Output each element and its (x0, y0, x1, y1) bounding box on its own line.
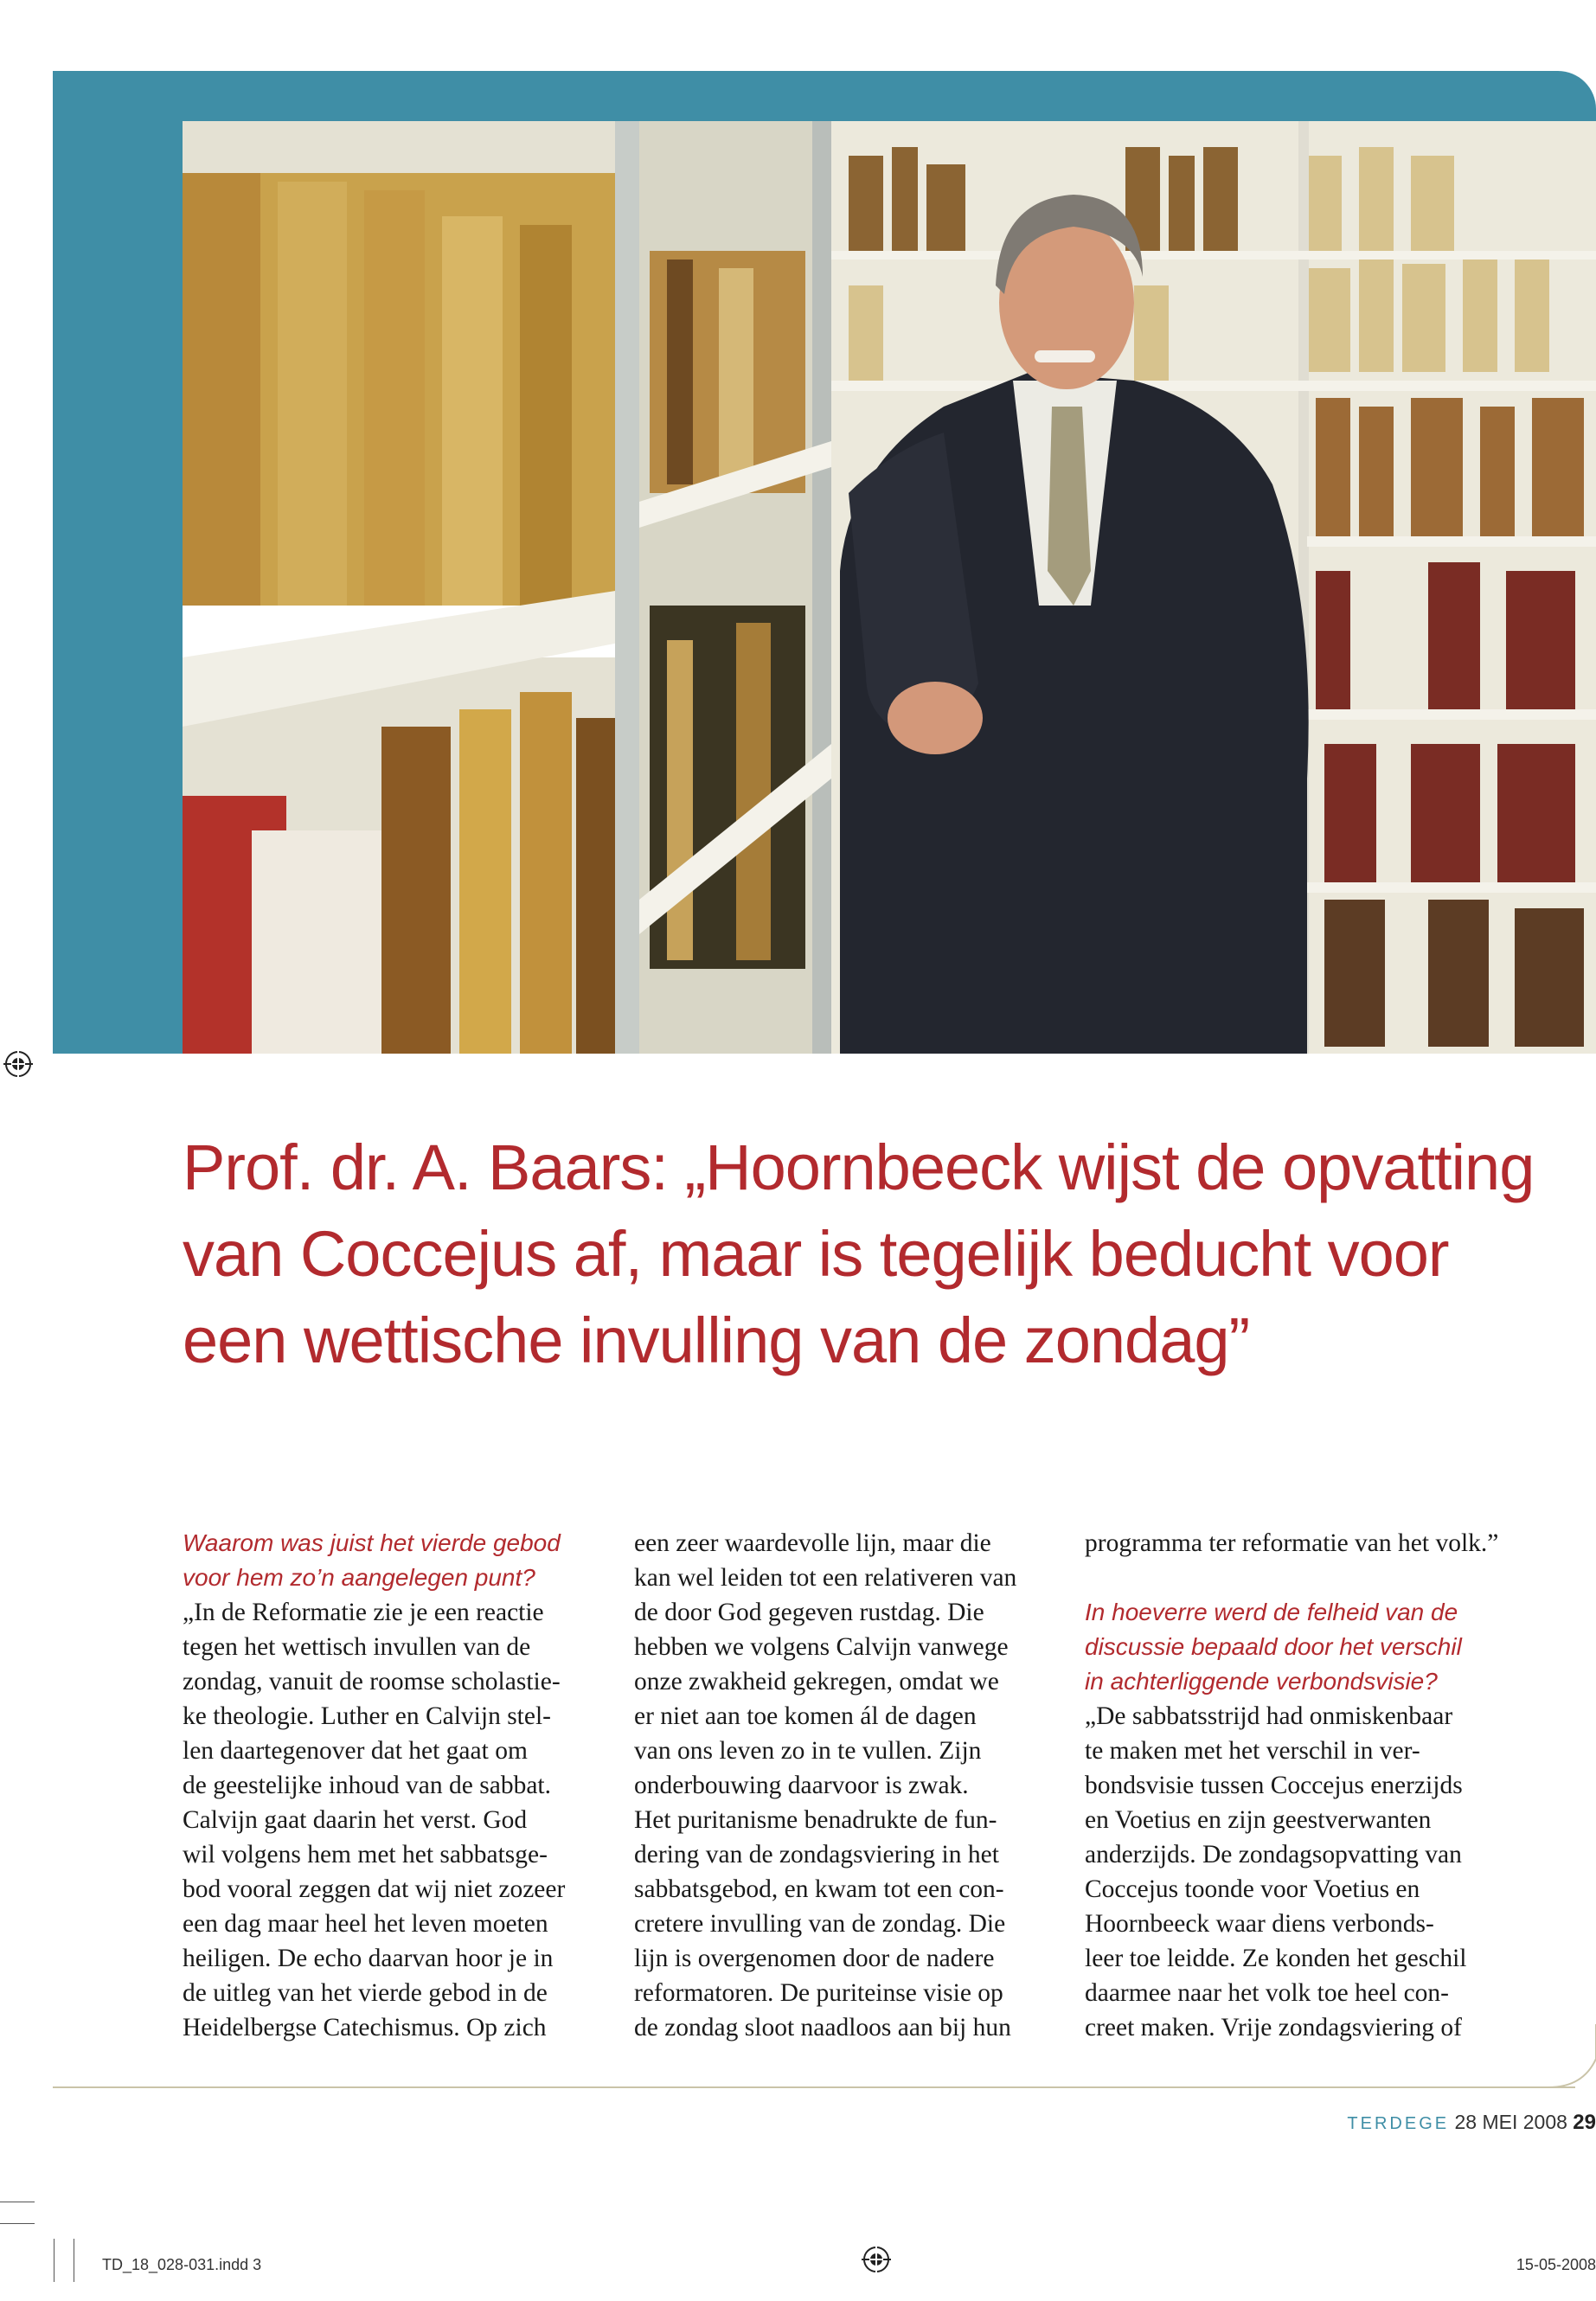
text-line: Coccejus toonde voor Voetius en (1085, 1875, 1420, 1903)
text-line: „In de Reformatie zie je een reactie (183, 1599, 544, 1626)
text-line: tegen het wettisch invullen van de (183, 1633, 531, 1661)
paragraph-gap (1085, 1561, 1517, 1595)
text-line: een zeer waardevolle lijn, maar die (634, 1529, 991, 1557)
answer-paragraph (183, 1595, 615, 2045)
text-line: de geestelijke inhoud van de sabbat. (183, 1772, 551, 1799)
text-line: Het puritanisme benadrukte de fun- (634, 1806, 997, 1834)
crop-mark (0, 2223, 35, 2224)
article-column-3 (1085, 1526, 1517, 2045)
headline-line-3: een wettische invulling van de zondag” (183, 1304, 1250, 1376)
text-line: len daartegenover dat het gaat om (183, 1737, 528, 1765)
interview-question-2 (1085, 1595, 1517, 1699)
headline-line-1: Prof. dr. A. Baars: „Hoornbeeck wijst de opvatting (183, 1131, 1535, 1203)
text-line: reformatoren. De puriteinse visie op (634, 1979, 1003, 2007)
text-line: de uitleg van het vierde gebod in de (183, 1979, 548, 2007)
text-line: de zondag sloot naadloos aan bij hun (634, 2014, 1011, 2041)
text-line: onderbouwing daarvoor is zwak. (634, 1772, 969, 1799)
magazine-name: TERDEGE (1347, 2114, 1450, 2133)
text-line: leer toe leidde. Ze konden het geschil (1085, 1945, 1467, 1972)
registration-mark-bottom (862, 2245, 891, 2274)
question-line: discussie bepaald door het verschil (1085, 1633, 1462, 1660)
article-column-1 (183, 1526, 615, 2045)
page-number: 29 (1573, 2111, 1596, 2134)
question-line: Waarom was juist het vierde gebod (183, 1529, 561, 1556)
text-line: sabbatsgebod, en kwam tot een con- (634, 1875, 1004, 1903)
article-column-2 (634, 1526, 1067, 2045)
text-line: Hoornbeeck waar diens verbonds- (1085, 1910, 1434, 1938)
footer-rule-corner (1548, 2024, 1596, 2088)
registration-mark-left (3, 1049, 33, 1079)
text-line: anderzijds. De zondagsopvatting van (1085, 1841, 1462, 1868)
text-line: er niet aan toe komen ál de dagen (634, 1702, 977, 1730)
text-line: de door God gegeven rustdag. Die (634, 1599, 984, 1626)
text-line: bod vooral zeggen dat wij niet zozeer (183, 1875, 566, 1903)
text-line: hebben we volgens Calvijn vanwege (634, 1633, 1009, 1661)
text-line: dering van de zondagsviering in het (634, 1841, 999, 1868)
text-line: lijn is overgenomen door de nadere (634, 1945, 995, 1972)
text-line: creet maken. Vrije zondagsviering of (1085, 2014, 1462, 2041)
text-line: programma ter reformatie van het volk.” (1085, 1529, 1499, 1557)
interview-question-1 (183, 1526, 615, 1595)
question-line: In hoeverre werd de felheid van de (1085, 1599, 1458, 1625)
footer-rule (53, 2086, 1575, 2088)
answer-paragraph (1085, 1699, 1517, 2045)
text-line: een dag maar heel het leven moeten (183, 1910, 548, 1938)
text-line: heiligen. De echo daarvan hoor je in (183, 1945, 554, 1972)
text-line: onze zwakheid gekregen, omdat we (634, 1668, 999, 1695)
issue-date: 28 MEI 2008 (1454, 2111, 1567, 2133)
text-line: en Voetius en zijn geestverwanten (1085, 1806, 1432, 1834)
text-line: van ons leven zo in te vullen. Zijn (634, 1737, 982, 1765)
text-line: Heidelbergse Catechismus. Op zich (183, 2014, 547, 2041)
text-line: „De sabbatsstrijd had onmiskenbaar (1085, 1702, 1453, 1730)
file-slug: TD_18_028-031.indd 3 (102, 2256, 262, 2273)
text-line: ke theologie. Luther en Calvijn stel- (183, 1702, 551, 1730)
headline-line-2: van Coccejus af, maar is tegelijk beducht voor (183, 1218, 1449, 1290)
slug-date: 15-05-2008 (1516, 2256, 1596, 2273)
text-line: cretere invulling van de zondag. Die (634, 1910, 1006, 1938)
answer-paragraph (634, 1526, 1067, 2045)
text-line: te maken met het verschil in ver- (1085, 1737, 1420, 1765)
question-line: in achterliggende verbondsvisie? (1085, 1668, 1438, 1695)
text-line: daarmee naar het volk toe heel con- (1085, 1979, 1449, 2007)
answer-paragraph (1085, 1526, 1517, 1561)
text-line: bondsvisie tussen Coccejus enerzijds (1085, 1772, 1463, 1799)
article-headline (183, 1125, 1535, 1384)
page-footer (1347, 2111, 1596, 2135)
portrait-photo (183, 121, 1596, 1054)
question-line: voor hem zo’n aangelegen punt? (183, 1564, 535, 1591)
text-line: wil volgens hem met het sabbatsge- (183, 1841, 548, 1868)
text-line: zondag, vanuit de roomse scholastie- (183, 1668, 561, 1695)
text-line: kan wel leiden tot een relativeren van (634, 1564, 1017, 1592)
text-line: Calvijn gaat daarin het verst. God (183, 1806, 528, 1834)
library-portrait-illustration (183, 121, 1596, 1054)
